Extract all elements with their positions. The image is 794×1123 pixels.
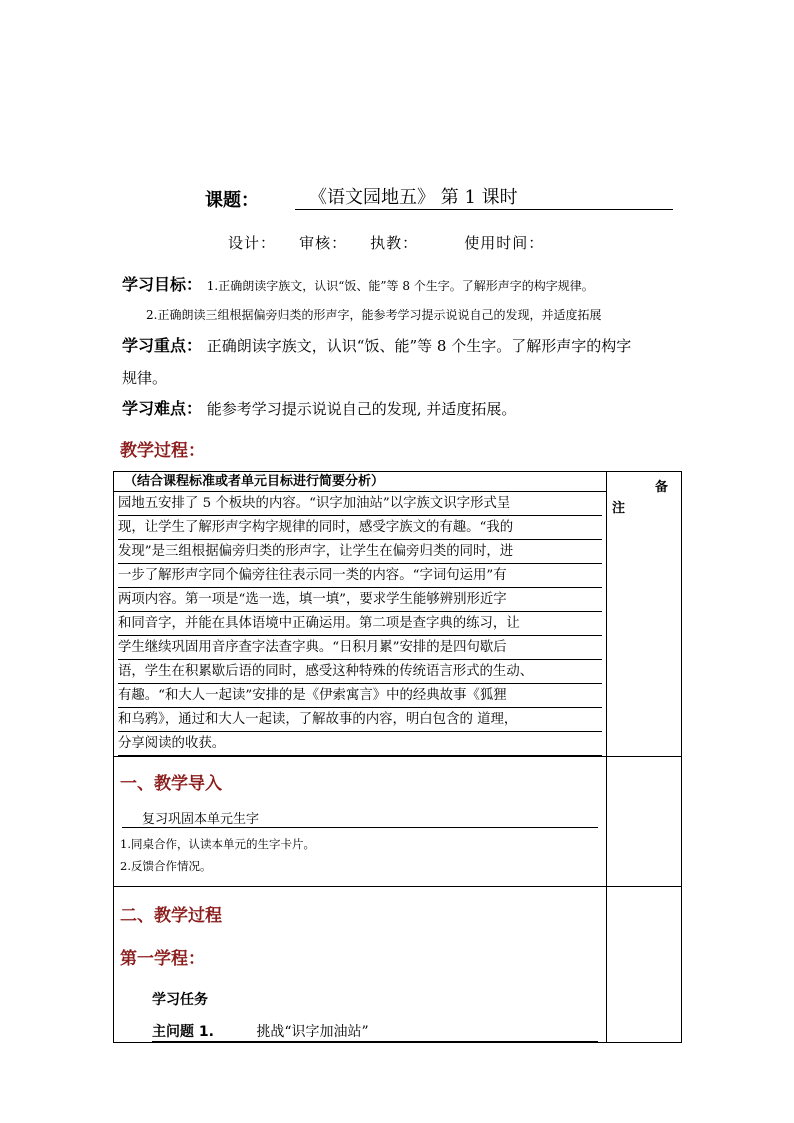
focus-label: 学习重点： [122, 336, 203, 355]
note-char-2: 注 [612, 501, 626, 516]
analysis-line: 有趣。“和大人一起读”安排的是《伊索寓言》中的经典故事《狐狸 [118, 684, 602, 708]
process-heading: 教学过程： [120, 441, 205, 461]
title-label: 课题： [205, 190, 259, 211]
difficulty-line [122, 394, 682, 424]
analysis-line: 和同音字，并能在具体语境中正确运用。第二项是查字典的练习，让 [118, 612, 602, 636]
analysis-line: 和乌鸦》，通过和大人一起读，了解故事的内容，明白包含的 道理， [118, 708, 602, 732]
stage-title: 第一学程： [120, 949, 205, 969]
note-label [607, 472, 681, 520]
goals-item1: 1.正确朗读字族文，认识“饭、能”等 8 个生字。了解形声字的构字规律。 [206, 279, 594, 293]
lesson-title: 《语文园地五》 第 1 课时 [295, 186, 673, 210]
difficulty-text: 能参考学习提示说说自己的发现, 并适度拓展。 [206, 400, 517, 418]
intro-subtitle: 复习巩固本单元生字 [122, 808, 598, 828]
analysis-line: 现，让学生了解形声字构字规律的同时，感受字族文的有趣。“我的 [118, 516, 602, 540]
intro-item-1: 1.同桌合作，认读本单元的生字卡片。 [120, 837, 315, 851]
goals-line1 [122, 270, 682, 301]
analysis-line: 发现”是三组根据偏旁归类的形声字，让学生在偏旁归类的同时，进 [118, 540, 602, 564]
analysis-line: 园地五安排了 5 个板块的内容。“识字加油站”以字族文识字形式呈 [118, 492, 602, 516]
note-char-1: 备 [655, 480, 669, 495]
question-line [152, 1021, 598, 1042]
analysis-line: 学生继续巩固用音序查字法查字典。“日积月累”安排的是四句歇后 [118, 636, 602, 660]
intro-cell [114, 757, 607, 887]
intro-item-2: 2.反馈合作情况。 [120, 859, 212, 873]
analysis-line: 一步了解形声字同个偏旁往往表示同一类的内容。“字词句运用”有 [118, 564, 602, 588]
focus-line1 [122, 331, 682, 361]
analysis-body [114, 492, 606, 756]
process-title: 二、教学过程 [120, 906, 222, 926]
note-cell-3 [607, 887, 682, 1043]
focus-text-1: 正确朗读字族文，认识“饭、能”等 8 个生字。了解形声字的构字 [206, 337, 632, 355]
focus-text-2: 规律。 [122, 369, 168, 387]
analysis-heading: （结合课程标准或者单元目标进行简要分析） [114, 472, 606, 492]
analysis-cell [114, 472, 607, 757]
meta-line: 设计： 审核： 执教： 使用时间： [228, 234, 545, 252]
goals-item2: 2.正确朗读三组根据偏旁归类的形声字，能参考学习提示说说自己的发现，并适度拓展 [146, 308, 602, 322]
note-cell-2 [607, 757, 682, 887]
task-title: 学习任务 [152, 992, 208, 1008]
question-label: 主问题 1. [152, 1024, 214, 1040]
title-row [205, 186, 675, 214]
analysis-line: 分享阅读的收获。 [118, 732, 602, 756]
analysis-line: 语，学生在积累歇后语的同时，感受这种特殊的传统语言形式的生动、 [118, 660, 602, 684]
goals-label: 学习目标： [122, 275, 203, 294]
lesson-table [113, 471, 682, 1043]
difficulty-label: 学习难点： [122, 399, 203, 418]
analysis-line: 两项内容。第一项是“选一选，填一填”，要求学生能够辨别形近字 [118, 588, 602, 612]
process-cell [114, 887, 607, 1043]
note-cell [607, 472, 682, 757]
intro-title: 一、教学导入 [120, 774, 222, 794]
question-text: 挑战“识字加油站” [256, 1024, 369, 1040]
